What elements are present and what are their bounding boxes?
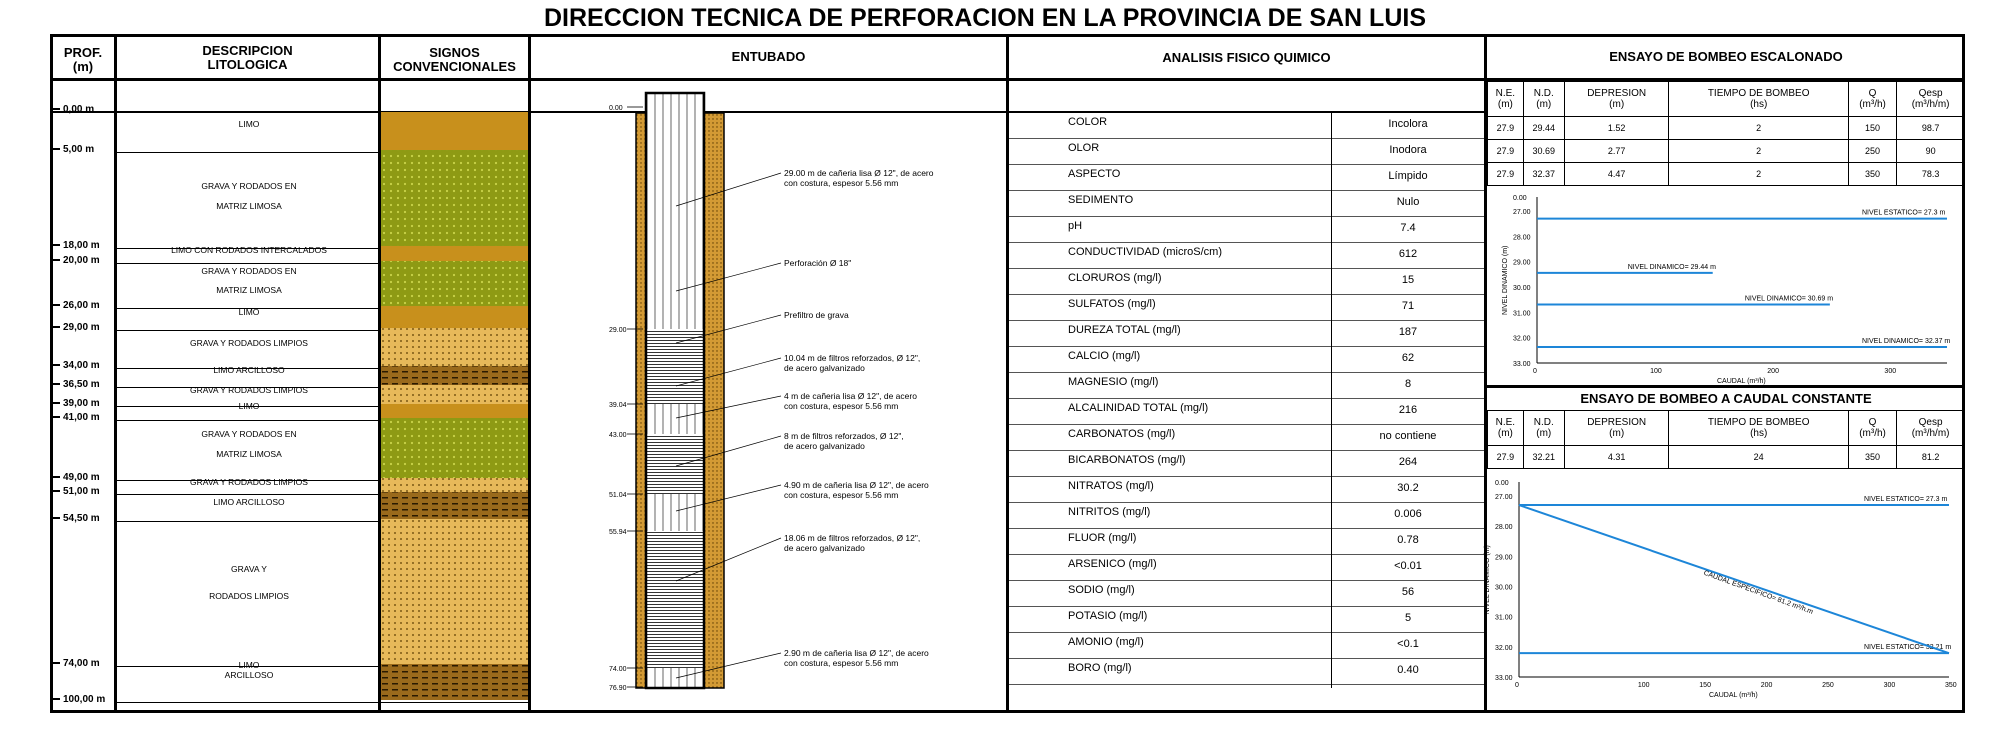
lithology-label: ARCILLOSO [224, 670, 274, 680]
x-tick-label: 200 [1767, 368, 1779, 375]
pump-row [1488, 117, 1965, 140]
analysis-param: CONDUCTIVIDAD (microS/cm) [1068, 246, 1222, 258]
analysis-row-line [1009, 684, 1484, 685]
header-entubado: ENTUBADO [731, 49, 806, 64]
analysis-param: MAGNESIO (mg/l) [1068, 376, 1159, 388]
pump-cell: 2 [1669, 117, 1848, 140]
analysis-value: 71 [1401, 300, 1415, 312]
lithology-label: RODADOS LIMPIOS [209, 591, 289, 601]
y-tick-label: 27.00 [1495, 494, 1513, 501]
header-analisis: ANALISIS FISICO QUIMICO [1162, 50, 1331, 65]
pump-cell: 27.9 [1488, 446, 1524, 469]
pump-cell: 150 [1848, 117, 1896, 140]
pump-col-header: TIEMPO DE BOMBEO (hs) [1669, 411, 1848, 446]
casing-note: 18.06 m de filtros reforzados, Ø 12", [784, 533, 921, 543]
casing-note: 2.90 m de cañeria lisa Ø 12", de acero [784, 648, 929, 658]
header-bombeo-constante: ENSAYO DE BOMBEO A CAUDAL CONSTANTE [1580, 391, 1872, 406]
pump-cell: 30.69 [1523, 140, 1564, 163]
pump-cell: 4.31 [1564, 446, 1669, 469]
y-tick-label: 29.00 [1495, 554, 1513, 562]
lithology-label: LIMO [238, 307, 260, 317]
casing-diagram [531, 81, 1006, 713]
casing-note: con costura, espesor 5.56 mm [784, 490, 899, 500]
depth-label: 34,00 m [52, 360, 100, 371]
y-tick-label: 0.00 [1513, 195, 1527, 202]
divider [1487, 385, 1965, 388]
analysis-value: Nulo [1396, 196, 1420, 208]
stratum-fill [381, 404, 528, 418]
analysis-row-line [1009, 450, 1484, 451]
x-tick-label: 100 [1650, 368, 1662, 375]
pump-cell: 2 [1669, 140, 1848, 163]
analysis-row-line [1009, 424, 1484, 425]
analysis-param: POTASIO (mg/l) [1068, 610, 1148, 622]
analysis-row-line [1009, 216, 1484, 217]
analysis-param: ASPECTO [1068, 168, 1121, 180]
analysis-param: DUREZA TOTAL (mg/l) [1068, 324, 1181, 336]
analysis-param: SULFATOS (mg/l) [1068, 298, 1156, 310]
pump-cell: 27.9 [1488, 140, 1524, 163]
pump-col-header: Q (m³/h) [1848, 411, 1896, 446]
analysis-value: 264 [1398, 456, 1418, 468]
depth-label: 54,50 m [52, 513, 100, 524]
y-axis-label: NIVEL DINAMICO (m) [1484, 545, 1491, 615]
y-tick-label: 30.00 [1495, 584, 1513, 592]
pump-cell: 2.77 [1564, 140, 1669, 163]
y-tick-label: 27.00 [1513, 209, 1531, 216]
casing-segment-pattern [646, 329, 704, 404]
stratum-pattern [381, 366, 528, 385]
pump-cell: 250 [1848, 140, 1896, 163]
analysis-value: 62 [1401, 352, 1415, 364]
y-tick-label: 0.00 [1495, 480, 1509, 487]
level-label: NIVEL ESTATICO= 27.3 m [1862, 209, 1946, 217]
casing-segment-pattern [646, 93, 704, 329]
stratum-pattern [381, 385, 528, 404]
lithology-label: LIMO CON RODADOS INTERCALADOS [171, 245, 327, 255]
col-divider [114, 34, 117, 713]
casing-depth-label: 51.04 [609, 492, 627, 499]
analysis-row-line [1009, 320, 1484, 321]
analysis-value: 8 [1404, 378, 1412, 390]
pump-cell: 90 [1897, 140, 1965, 163]
y-tick-label: 29.00 [1513, 259, 1531, 267]
depth-label: 18,00 m [52, 240, 100, 251]
casing-note: Perforación Ø 18" [784, 258, 852, 268]
analysis-row-line [1009, 502, 1484, 503]
level-label: NIVEL DINAMICO= 32.37 m [1862, 338, 1951, 346]
depth-label: 26,00 m [52, 300, 100, 311]
header-descripcion: DESCRIPCION LITOLOGICA [202, 43, 293, 72]
analysis-param: pH [1068, 220, 1083, 232]
lithology-label: LIMO [238, 660, 260, 670]
analysis-row-line [1009, 190, 1484, 191]
pump-col-header: N.E. (m) [1488, 82, 1524, 117]
analysis-value: 0.78 [1397, 534, 1419, 546]
lithology-label: MATRIZ LIMOSA [216, 449, 282, 459]
analysis-value: 7.4 [1400, 222, 1416, 234]
stratum-pattern [381, 664, 528, 700]
pump-cell: 81.2 [1897, 446, 1965, 469]
pump-cell: 98.7 [1897, 117, 1965, 140]
analysis-param: COLOR [1068, 116, 1108, 128]
pump-cell: 4.47 [1564, 163, 1669, 186]
level-label: NIVEL DINAMICO= 30.69 m [1744, 295, 1834, 303]
analysis-param: FLUOR (mg/l) [1068, 532, 1137, 544]
casing-depth-label: 74.00 [609, 666, 627, 673]
y-tick-label: 28.00 [1495, 524, 1513, 532]
pump-cell: 27.9 [1488, 163, 1524, 186]
analysis-value: 187 [1398, 326, 1418, 338]
level-label: NIVEL ESTATICO= 27.3 m [1864, 496, 1948, 504]
analysis-row-line [1009, 164, 1484, 165]
analysis-row-line [1009, 268, 1484, 269]
analysis-param: CALCIO (mg/l) [1068, 350, 1141, 362]
casing-note: de acero galvanizado [784, 543, 865, 553]
depth-label: 5,00 m [52, 144, 94, 155]
casing-segment-pattern [646, 494, 704, 531]
casing-depth-label: 55.94 [609, 529, 627, 536]
analysis-param: CARBONATOS (mg/l) [1068, 428, 1176, 440]
pump-cell: 350 [1848, 163, 1896, 186]
stratum-pattern [381, 492, 528, 519]
analysis-row-line [1009, 580, 1484, 581]
analysis-value: Inodora [1389, 144, 1427, 156]
analysis-param: SODIO (mg/l) [1068, 584, 1135, 596]
header-prof: PROF. (m) [63, 45, 103, 74]
lithology-label: GRAVA Y RODADOS LIMPIOS [190, 477, 308, 487]
analysis-param: OLOR [1068, 142, 1100, 154]
pump-col-header: N.D. (m) [1523, 82, 1564, 117]
pump-col-header: DEPRESION (m) [1564, 411, 1669, 446]
depth-label: 41,00 m [52, 412, 100, 423]
pump-col-header: N.E. (m) [1488, 411, 1524, 446]
casing-note: con costura, espesor 5.56 mm [784, 178, 899, 188]
x-tick-label: 100 [1637, 682, 1650, 689]
analysis-value: <0.1 [1397, 638, 1419, 650]
analysis-row-line [1009, 632, 1484, 633]
pump-cell: 32.21 [1523, 446, 1564, 469]
analysis-param: SEDIMENTO [1068, 194, 1134, 206]
pump-col-header: DEPRESION (m) [1564, 82, 1669, 117]
pump-cell: 32.37 [1523, 163, 1564, 186]
analysis-row-line [1009, 554, 1484, 555]
lithology-label: MATRIZ LIMOSA [216, 201, 282, 211]
casing-note: Prefiltro de grava [784, 310, 849, 320]
analysis-value: 5 [1404, 612, 1412, 624]
analysis-row-line [1009, 242, 1484, 243]
pump-col-header: Q (m³/h) [1848, 82, 1896, 117]
pump-cell: 29.44 [1523, 117, 1564, 140]
depth-label: 49,00 m [52, 472, 100, 483]
lithology-label: GRAVA Y [231, 564, 267, 574]
signos-column [381, 111, 528, 713]
casing-depth-label: 39.04 [609, 402, 627, 409]
analysis-param: ARSENICO (mg/l) [1068, 558, 1157, 570]
analysis-row-line [1009, 476, 1484, 477]
x-tick-label: 250 [1822, 682, 1834, 689]
analysis-param: NITRATOS (mg/l) [1068, 480, 1154, 492]
depth-label: 29,00 m [52, 322, 100, 333]
depth-label: 51,00 m [52, 486, 100, 497]
analysis-col-line [1331, 113, 1332, 688]
y-tick-label: 31.00 [1495, 614, 1513, 622]
lithology-label: GRAVA Y RODADOS LIMPIOS [190, 338, 308, 348]
analysis-value: 30.2 [1397, 482, 1419, 494]
lithology-label: LIMO ARCILLOSO [213, 497, 285, 507]
lithology-label: LIMO ARCILLOSO [213, 365, 285, 375]
col-divider [1006, 34, 1009, 713]
analysis-row-line [1009, 294, 1484, 295]
casing-segment-pattern [646, 404, 704, 434]
analysis-row-line [1009, 658, 1484, 659]
depth-label: 36,50 m [52, 379, 100, 390]
analysis-row-line [1009, 398, 1484, 399]
casing-depth-label: 76.90 [609, 685, 627, 692]
x-tick-label: 350 [1945, 682, 1957, 689]
analysis-value: 612 [1398, 248, 1418, 260]
depth-label: 20,00 m [52, 255, 100, 266]
stratum-pattern [381, 519, 528, 664]
analysis-value: 0.006 [1394, 508, 1422, 520]
pump-col-header: Qesp (m³/h/m) [1897, 82, 1965, 117]
y-tick-label: 28.00 [1513, 234, 1531, 242]
casing-note: de acero galvanizado [784, 441, 865, 451]
analysis-value: <0.01 [1394, 560, 1422, 572]
analysis-param: CLORUROS (mg/l) [1068, 272, 1162, 284]
x-axis-label: CAUDAL (m³/h) [1717, 378, 1766, 385]
stratum-fill [381, 306, 528, 328]
pump-header-row [1488, 411, 1965, 446]
casing-note: 29.00 m de cañeria lisa Ø 12", de acero [784, 168, 934, 178]
stratum-fill [381, 246, 528, 261]
pump-cell: 350 [1848, 446, 1896, 469]
analysis-value: 0.40 [1397, 664, 1419, 676]
casing-note: 10.04 m de filtros reforzados, Ø 12", [784, 353, 921, 363]
stratum-pattern [381, 150, 528, 246]
lithology-label: GRAVA Y RODADOS EN [201, 429, 297, 439]
lithology-label: GRAVA Y RODADOS LIMPIOS [190, 385, 308, 395]
lithology-label: GRAVA Y RODADOS EN [201, 181, 297, 191]
analysis-value: 56 [1401, 586, 1415, 598]
constant-chart [1484, 470, 1965, 713]
pump-cell: 24 [1669, 446, 1848, 469]
x-tick-label: 150 [1699, 682, 1711, 689]
y-tick-label: 33.00 [1513, 361, 1531, 368]
depth-label: 74,00 m [52, 658, 100, 669]
y-tick-label: 33.00 [1495, 675, 1513, 682]
analysis-row-line [1009, 606, 1484, 607]
pump-step-table [1487, 81, 1965, 186]
stratum-pattern [381, 418, 528, 478]
x-axis-label: CAUDAL (m³/h) [1709, 692, 1758, 699]
analysis-row-line [1009, 372, 1484, 373]
analysis-param: AMONIO (mg/l) [1068, 636, 1144, 648]
x-tick-label: 0 [1515, 682, 1519, 689]
analysis-value: Límpido [1388, 170, 1428, 182]
pump-col-header: TIEMPO DE BOMBEO (hs) [1669, 82, 1848, 117]
casing-segment-pattern [646, 531, 704, 668]
x-tick-label: 300 [1883, 682, 1896, 689]
pump-const-table [1487, 410, 1965, 469]
analysis-row-line [1009, 138, 1484, 139]
step-chart [1487, 185, 1965, 385]
analysis-param: NITRITOS (mg/l) [1068, 506, 1151, 518]
lithology-label: GRAVA Y RODADOS EN [201, 266, 297, 276]
stratum-pattern [381, 328, 528, 366]
analysis-value: 216 [1398, 404, 1418, 416]
casing-note: de acero galvanizado [784, 363, 865, 373]
y-tick-label: 32.00 [1513, 335, 1531, 343]
analysis-row-line [1009, 346, 1484, 347]
analysis-row-line [1009, 528, 1484, 529]
pump-cell: 27.9 [1488, 117, 1524, 140]
y-tick-label: 30.00 [1513, 285, 1531, 292]
stratum-pattern [381, 478, 528, 492]
analysis-value: Incolora [1388, 118, 1428, 130]
level-label: NIVEL DINAMICO= 29.44 m [1627, 263, 1716, 271]
lithology-label: LIMO [238, 401, 260, 411]
lithology-label: LIMO [238, 119, 260, 129]
pump-row [1488, 446, 1965, 469]
casing-segment-pattern [646, 434, 704, 494]
x-tick-label: 200 [1760, 682, 1773, 689]
y-tick-label: 32.00 [1495, 644, 1513, 652]
level-label: NIVEL ESTATICO= 32.21 m [1864, 644, 1952, 652]
casing-depth-label: 0.00 [609, 105, 623, 112]
casing-depth-label: 43.00 [609, 432, 627, 439]
x-tick-label: 300 [1884, 368, 1897, 375]
depth-label: 0,00 m [52, 104, 94, 115]
casing-note: con costura, espesor 5.56 mm [784, 658, 899, 668]
stratum-pattern [381, 261, 528, 306]
pump-header-row [1488, 82, 1965, 117]
depth-label: 39,00 m [52, 398, 100, 409]
y-axis-label: NIVEL DINAMICO (m) [1502, 245, 1509, 315]
header-signos: SIGNOS CONVENCIONALES [393, 45, 516, 74]
analysis-value: no contiene [1379, 430, 1437, 442]
casing-note: 8 m de filtros reforzados, Ø 12", [784, 431, 904, 441]
page-title: DIRECCION TECNICA DE PERFORACION EN LA PROVINCIA DE SAN LUIS [544, 4, 1426, 32]
casing-segment-pattern [646, 668, 704, 688]
casing-note: con costura, espesor 5.56 mm [784, 401, 899, 411]
specific-flow-line [1519, 505, 1952, 653]
analysis-param: BICARBONATOS (mg/l) [1068, 454, 1186, 466]
depth-label: 100,00 m [52, 694, 105, 705]
stratum-fill [381, 112, 528, 150]
pump-cell: 78.3 [1897, 163, 1965, 186]
casing-note: 4.90 m de cañeria lisa Ø 12", de acero [784, 480, 929, 490]
pump-col-header: Qesp (m³/h/m) [1897, 411, 1965, 446]
pump-cell: 2 [1669, 163, 1848, 186]
pump-col-header: N.D. (m) [1523, 411, 1564, 446]
slope-label: CAUDAL ESPECIFICO= 81.2 m³/h.m [1702, 569, 1814, 616]
pump-row [1488, 140, 1965, 163]
analysis-param: BORO (mg/l) [1068, 662, 1132, 674]
y-tick-label: 31.00 [1513, 310, 1531, 318]
x-tick-label: 0 [1533, 368, 1537, 375]
analysis-value: 15 [1401, 274, 1415, 286]
analysis-param: ALCALINIDAD TOTAL (mg/l) [1068, 402, 1209, 414]
header-bombeo-escalonado: ENSAYO DE BOMBEO ESCALONADO [1609, 49, 1843, 64]
casing-note: 4 m de cañeria lisa Ø 12", de acero [784, 391, 917, 401]
pump-row [1488, 163, 1965, 186]
pump-cell: 1.52 [1564, 117, 1669, 140]
casing-depth-label: 29.00 [609, 327, 627, 334]
lithology-label: MATRIZ LIMOSA [216, 285, 282, 295]
